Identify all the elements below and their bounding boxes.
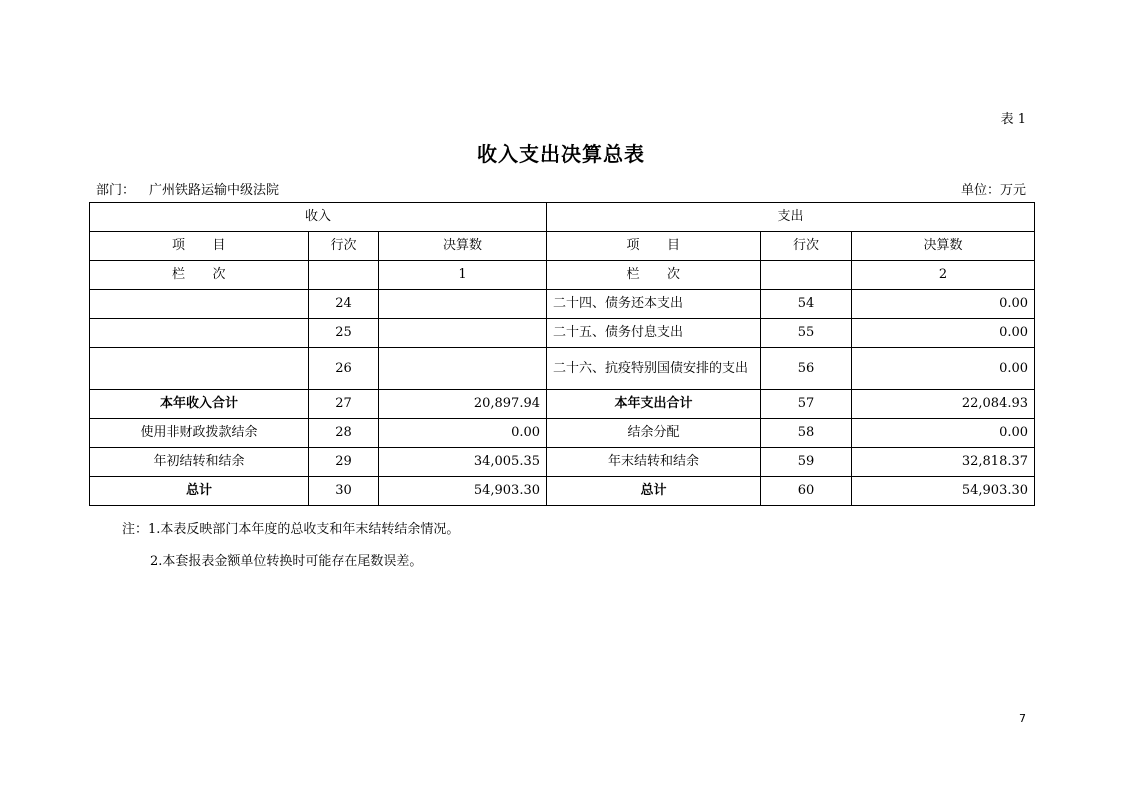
expense-amount-header: 决算数 bbox=[852, 232, 1035, 261]
income-item-cell: 使用非财政拨款结余 bbox=[90, 419, 309, 448]
table-row bbox=[90, 390, 1035, 419]
column-index-row bbox=[90, 261, 1035, 290]
expense-line-header: 行次 bbox=[761, 232, 852, 261]
income-amount-cell: 54,903.30 bbox=[379, 477, 547, 506]
income-amount-cell: 34,005.35 bbox=[379, 448, 547, 477]
expense-line-cell: 56 bbox=[761, 348, 852, 390]
income-index-label: 栏 次 bbox=[90, 261, 309, 290]
table-row bbox=[90, 319, 1035, 348]
expense-item-cell: 年末结转和结余 bbox=[547, 448, 761, 477]
expense-amount-cell: 0.00 bbox=[852, 290, 1035, 319]
unit-label: 单位：万元 bbox=[960, 183, 1026, 198]
table-row bbox=[90, 477, 1035, 506]
income-line-header: 行次 bbox=[309, 232, 379, 261]
income-item-cell bbox=[90, 290, 309, 319]
table-row bbox=[90, 448, 1035, 477]
section-header-row bbox=[90, 203, 1035, 232]
expense-line-cell: 60 bbox=[761, 477, 852, 506]
income-line-cell: 26 bbox=[309, 348, 379, 390]
income-line-cell: 27 bbox=[309, 390, 379, 419]
expense-amount-cell: 32,818.37 bbox=[852, 448, 1035, 477]
table-row bbox=[90, 419, 1035, 448]
income-amount-cell bbox=[379, 319, 547, 348]
expense-item-cell: 总计 bbox=[547, 477, 761, 506]
income-line-cell: 25 bbox=[309, 319, 379, 348]
table-row bbox=[90, 290, 1035, 319]
expense-index-label: 栏 次 bbox=[547, 261, 761, 290]
expense-amount-cell: 22,084.93 bbox=[852, 390, 1035, 419]
income-line-cell: 30 bbox=[309, 477, 379, 506]
income-expense-table bbox=[89, 202, 1035, 506]
department-label: 部门： bbox=[96, 183, 136, 198]
expense-item-cell: 二十五、债务付息支出 bbox=[547, 319, 761, 348]
page-number: 7 bbox=[1019, 712, 1026, 725]
expense-line-cell: 58 bbox=[761, 419, 852, 448]
income-item-cell: 年初结转和结余 bbox=[90, 448, 309, 477]
income-item-cell bbox=[90, 319, 309, 348]
income-item-cell: 总计 bbox=[90, 477, 309, 506]
income-line-cell: 24 bbox=[309, 290, 379, 319]
expense-line-cell: 54 bbox=[761, 290, 852, 319]
department-line bbox=[96, 179, 279, 198]
note-1: 注：1.本表反映部门本年度的总收支和年末结转结余情况。 bbox=[122, 522, 460, 537]
income-header: 收入 bbox=[90, 203, 547, 232]
expense-index-line bbox=[761, 261, 852, 290]
income-amount-header: 决算数 bbox=[379, 232, 547, 261]
expense-item-cell: 二十六、抗疫特别国债安排的支出 bbox=[547, 348, 761, 390]
income-item-cell bbox=[90, 348, 309, 390]
income-item-header: 项 目 bbox=[90, 232, 309, 261]
page-title: 收入支出决算总表 bbox=[477, 142, 645, 166]
table-label: 表 1 bbox=[1000, 112, 1026, 127]
table-row bbox=[90, 348, 1035, 390]
expense-item-cell: 结余分配 bbox=[547, 419, 761, 448]
income-amount-cell bbox=[379, 348, 547, 390]
income-item-cell: 本年收入合计 bbox=[90, 390, 309, 419]
expense-amount-cell: 0.00 bbox=[852, 348, 1035, 390]
income-index-col: 1 bbox=[379, 261, 547, 290]
expense-item-header: 项 目 bbox=[547, 232, 761, 261]
department-name: 广州铁路运输中级法院 bbox=[149, 183, 280, 198]
expense-amount-cell: 54,903.30 bbox=[852, 477, 1035, 506]
income-line-cell: 28 bbox=[309, 419, 379, 448]
expense-amount-cell: 0.00 bbox=[852, 419, 1035, 448]
expense-index-col: 2 bbox=[852, 261, 1035, 290]
income-amount-cell: 0.00 bbox=[379, 419, 547, 448]
expense-header: 支出 bbox=[547, 203, 1035, 232]
expense-item-cell: 二十四、债务还本支出 bbox=[547, 290, 761, 319]
column-header-row bbox=[90, 232, 1035, 261]
expense-item-cell: 本年支出合计 bbox=[547, 390, 761, 419]
note-2: 2.本套报表金额单位转换时可能存在尾数误差。 bbox=[150, 554, 423, 569]
income-amount-cell bbox=[379, 290, 547, 319]
income-amount-cell: 20,897.94 bbox=[379, 390, 547, 419]
expense-line-cell: 55 bbox=[761, 319, 852, 348]
income-line-cell: 29 bbox=[309, 448, 379, 477]
notes bbox=[122, 514, 459, 578]
income-index-line bbox=[309, 261, 379, 290]
expense-line-cell: 57 bbox=[761, 390, 852, 419]
expense-line-cell: 59 bbox=[761, 448, 852, 477]
expense-amount-cell: 0.00 bbox=[852, 319, 1035, 348]
